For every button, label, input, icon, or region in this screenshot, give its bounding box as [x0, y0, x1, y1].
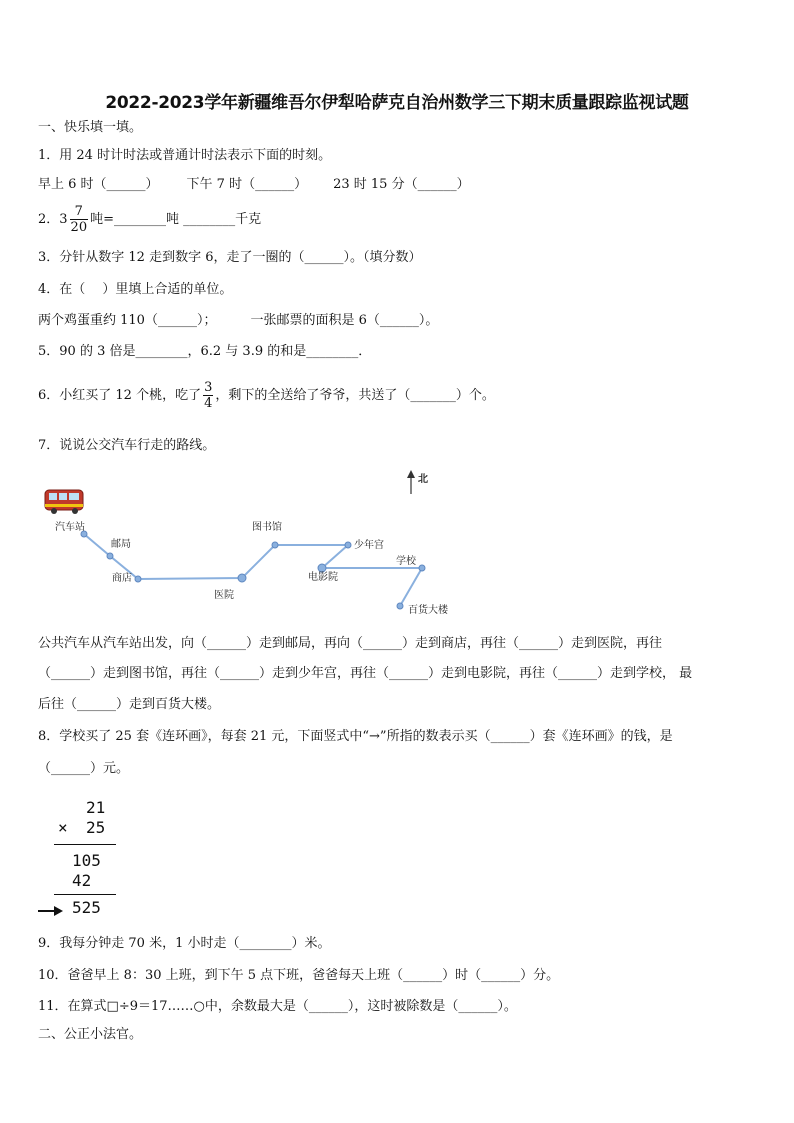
- stop-post-office: [107, 553, 113, 559]
- stop-youth-palace: [345, 542, 351, 548]
- stop-shop: [135, 576, 141, 582]
- question-2: 2．3 $\frac{7}{20}$ 吨=________吨 ________千克: [38, 204, 262, 235]
- place-label: 汽车站: [55, 522, 85, 533]
- q1-blank-a: 早上 6 时（______）: [38, 177, 159, 192]
- calc-rule: [54, 844, 116, 845]
- page-title: 2022-2023学年新疆维吾尔伊犁哈萨克自治州数学三下期末质量跟踪监视试题: [105, 93, 689, 113]
- arrow-icon: [38, 904, 64, 918]
- bus-icon: [45, 490, 83, 514]
- stop-hospital: [238, 574, 246, 582]
- stop-cinema: [318, 564, 326, 572]
- stop-library: [272, 542, 278, 548]
- north-label: 北: [418, 474, 428, 485]
- place-label: 医院: [214, 590, 234, 601]
- section-heading: 二、公正小法官。: [38, 1027, 143, 1042]
- question-10: 10．爸爸早上 8：30 上班，到下午 5 点下班，爸爸每天上班（______）时（______）分。: [38, 968, 560, 983]
- q1-blank-b: 下午 7 时（______）: [186, 177, 308, 192]
- place-label: 学校: [396, 556, 416, 567]
- place-label: 邮局: [111, 539, 131, 550]
- question-7: 7．说说公交汽车行走的路线。: [38, 438, 216, 453]
- place-label: 图书馆: [252, 522, 282, 533]
- question-8-line2: （______）元。: [38, 761, 130, 776]
- q1-blank-c: 23 时 15 分（______）: [333, 177, 470, 192]
- place-label: 少年宫: [354, 540, 384, 551]
- question-4-blanks: 两个鸡蛋重约 110（______）； 一张邮票的面积是 6（______）。: [38, 313, 439, 328]
- place-label: 商店: [112, 573, 132, 584]
- question-11: 11．在算式□÷9＝17……○中，余数最大是（______），这时被除数是（______）。: [38, 999, 517, 1014]
- fraction: $\frac{3}{4}$: [204, 380, 213, 411]
- question-7-line3: 后往（______）走到百货大楼。: [38, 697, 221, 712]
- question-9: 9．我每分钟走 70 米，1 小时走（________）米。: [38, 936, 331, 951]
- question-8-line1: 8．学校买了 25 套《连环画》，每套 21 元，下面竖式中“→”所指的数表示买（______）套《连环画》的钱，是: [38, 729, 673, 744]
- question-3: 3．分针从数字 12 走到数字 6，走了一圈的（______）。（填分数）: [38, 250, 422, 265]
- stop-school: [419, 565, 425, 571]
- fraction: $\frac{7}{20}$: [70, 204, 88, 235]
- question-7-line1: 公共汽车从汽车站出发，向（______）走到邮局，再向（______）走到商店，再往（______）走到医院，再往: [38, 636, 663, 651]
- question-7-line2: （______）走到图书馆，再往（______）走到少年宫，再往（______）走到电影院，再往（______）走到学校， 最: [38, 666, 693, 681]
- section-heading: 一、快乐填一填。: [38, 120, 143, 135]
- place-label: 电影院: [308, 572, 338, 583]
- question-6: 6．小红买了 12 个桃，吃了 $\frac{3}{4}$ ，剩下的全送给了爷爷，共送了（_______）个。: [38, 380, 495, 411]
- question-4: 4．在（ ）里填上合适的单位。: [38, 282, 233, 297]
- place-label: 百货大楼: [408, 605, 448, 616]
- question-5: 5．90 的 3 倍是________，6.2 与 3.9 的和是________．: [38, 344, 372, 359]
- calc-rule: [54, 894, 116, 895]
- question-1: 1．用 24 时计时法或普通计时法表示下面的时刻。: [38, 148, 332, 163]
- stop-department-store: [397, 603, 403, 609]
